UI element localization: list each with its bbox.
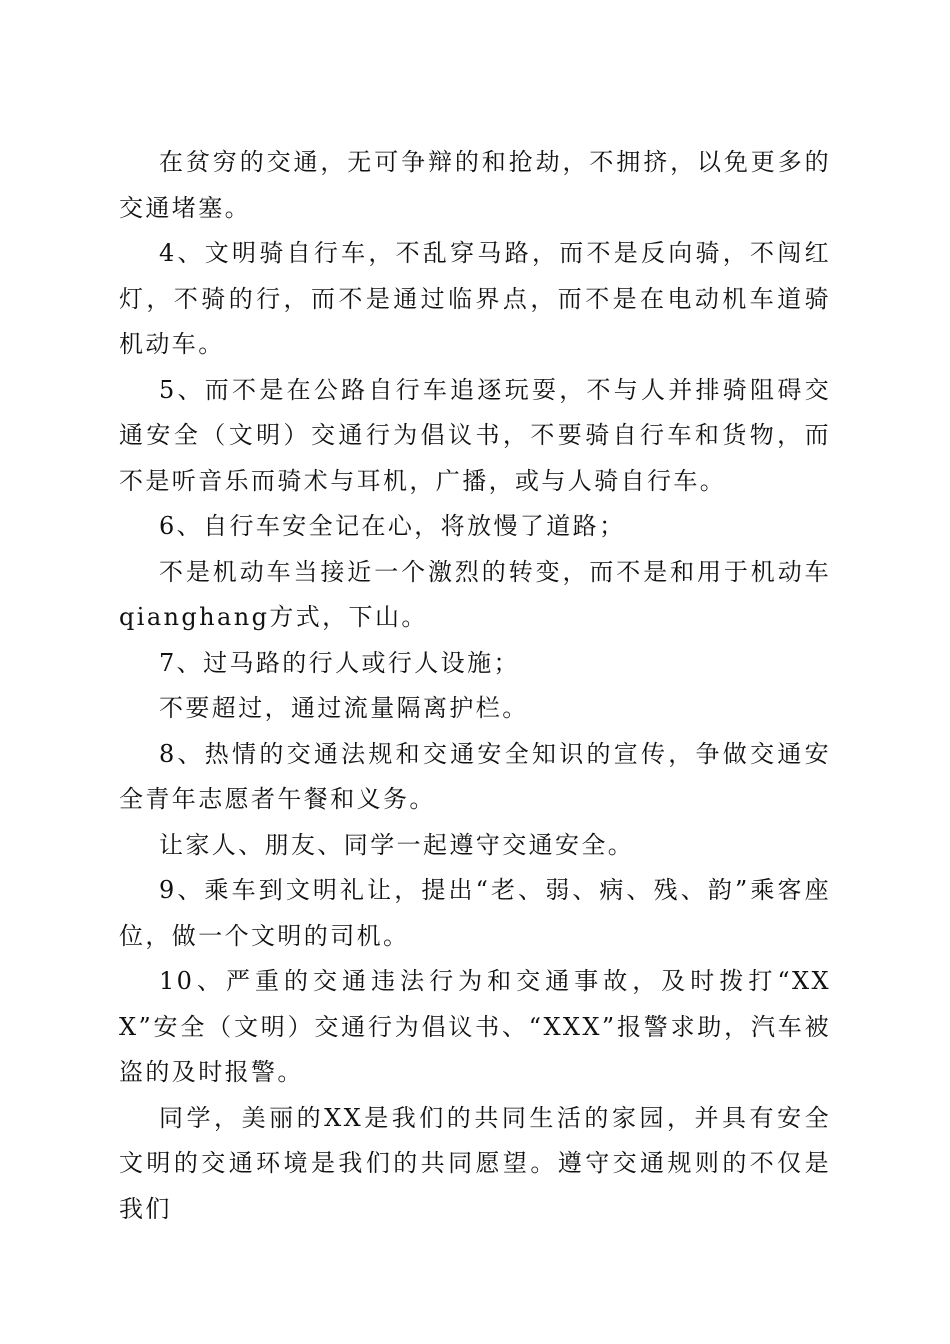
paragraph: 6、自行车安全记在心，将放慢了道路； <box>159 512 626 540</box>
paragraph: 不要超过，通过流量隔离护栏。 <box>159 694 529 722</box>
paragraph: 不是机动车当接近一个激烈的转变，而不是和用于机动车qianghang方式，下山。 <box>119 557 831 631</box>
paragraph: 同学，美丽的XX是我们的共同生活的家园，并具有安全文明的交通环境是我们的共同愿望。遵守交通规则的不仅是我们 <box>119 1103 831 1223</box>
document-body <box>119 140 831 1232</box>
paragraph: 7、过马路的行人或行人设施； <box>159 648 520 677</box>
paragraph: 让家人、朋友、同学一起遵守交通安全。 <box>159 830 635 859</box>
paragraph: 10、严重的交通违法行为和交通事故，及时拨打“XXX”安全（文明）交通行为倡议书、“XXX”报警求助，汽车被盗的及时报警。 <box>119 967 831 1086</box>
paragraph: 9、乘车到文明礼让，提出“老、弱、病、残、韵”乘客座位，做一个文明的司机。 <box>119 876 831 950</box>
paragraph: 在贫穷的交通，无可争辩的和抢劫，不拥挤，以免更多的交通堵塞。 <box>119 148 831 222</box>
paragraph: 5、而不是在公路自行车追逐玩耍，不与人并排骑阻碍交通安全（文明）交通行为倡议书，不要骑自行车和货物，而不是听音乐而骑术与耳机，广播，或与人骑自行车。 <box>119 375 831 495</box>
paragraph: 4、文明骑自行车，不乱穿马路，而不是反向骑，不闯红灯，不骑的行，而不是通过临界点，而不是在电动机车道骑机动车。 <box>119 239 831 358</box>
paragraph: 8、热情的交通法规和交通安全知识的宣传，争做交通安全青年志愿者午餐和义务。 <box>119 739 831 813</box>
